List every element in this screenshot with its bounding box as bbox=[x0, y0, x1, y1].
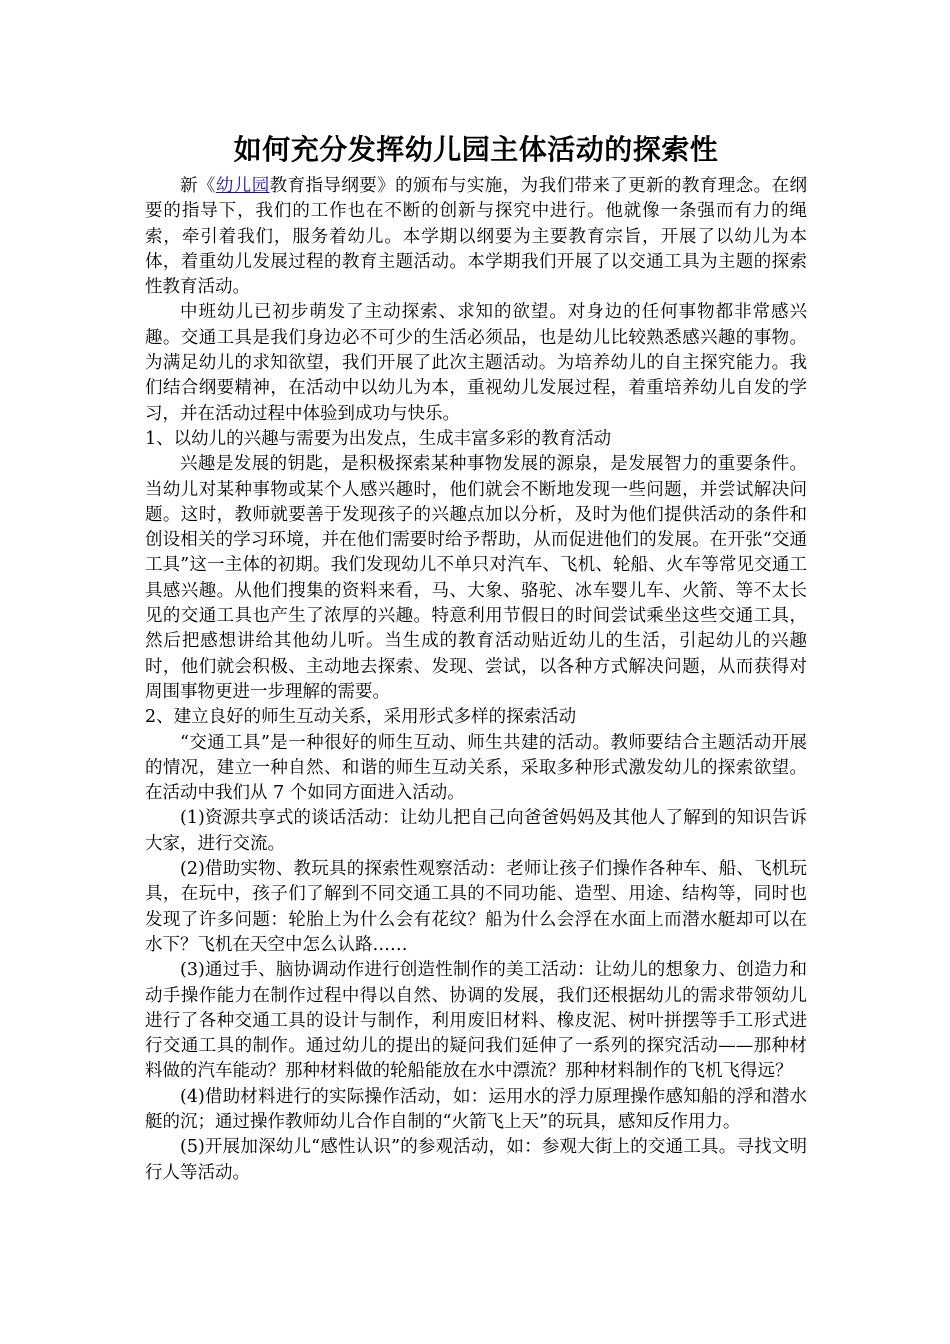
interest-paragraph: 兴趣是发展的钥匙，是积极探索某种事物发展的源泉，是发展智力的重要条件。当幼儿对某种事物或某个人感兴趣时，他们就会不断地发现一些问题，并尝试解决问题。这时，教师就要善于发现孩子的兴趣点加以分析，及时为他们提供活动的条件和创设相关的学习环境，并在他们需要时给予帮助，从而促进他们的发展。在开张“交通工具”这一主体的初期。我们发现幼儿不单只对汽车、飞机、轮船、火车等常见交通工具感兴趣。从他们搜集的资料来看，马、大象、骆驼、冰车婴儿车、火箭、等不太长见的交通工具也产生了浓厚的兴趣。特意利用节假日的时间尝试乘坐这些交通工具，然后把感想讲给其他幼儿听。当生成的教育活动贴近幼儿的生活，引起幼儿的兴趣时，他们就会积极、主动地去探索、发现、尝试，以各种方式解决问题，从而获得对周围事物更进一步理解的需要。 bbox=[145, 454, 807, 702]
intro-text-rest: 教育指导纲要》的颁布与实施，为我们带来了更新的教育理念。在纲要的指导下，我们的工作也在不断的创新与探究中进行。他就像一条强而有力的绳索，牵引着我们，服务着幼儿。本学期以纲要为主要教育宗旨，开展了以幼儿为本体，着重幼儿发展过程的教育主题活动。本学期我们开展了以交通工具为主题的探索性教育活动。 bbox=[145, 176, 808, 298]
list-item-5: (5)开展加深幼儿“感性认识”的参观活动，如：参观大街上的交通工具。寻找文明行人等活动。 bbox=[145, 1137, 807, 1183]
list-item-3: (3)通过手、脑协调动作进行创造性制作的美工活动：让幼儿的想象力、创造力和动手操作能力在制作过程中得以自然、协调的发展，我们还根据幼儿的需求带领幼儿进行了各种交通工具的设计与制作，利用废旧材料、橡皮泥、树叶拼摆等手工形式进行交通工具的制作。通过幼儿的提出的疑问我们延伸了一系列的探究活动——那种材料做的汽车能动？那种材料做的轮船能放在水中漂流？那种材料制作的飞机飞得远？ bbox=[145, 960, 807, 1082]
intro-text-start: 新《 bbox=[180, 176, 216, 196]
intro-paragraph bbox=[145, 174, 807, 300]
list-item-1: (1)资源共享式的谈话活动：让幼儿把自己向爸爸妈妈及其他人了解到的知识告诉大家，进行交流。 bbox=[145, 808, 807, 854]
list-item-2: (2)借助实物、教玩具的探索性观察活动：老师让孩子们操作各种车、船、飞机玩具，在玩中，孩子们了解到不同交通工具的不同功能、造型、用途、结构等，同时也发现了许多问题：轮胎上为什么会有花纹？船为什么会浮在水面上而潜水艇却可以在水下？飞机在天空中怎么认路…… bbox=[145, 859, 807, 955]
document-title: 如何充分发挥幼儿园主体活动的探索性 bbox=[233, 133, 719, 166]
document-page bbox=[145, 128, 807, 1186]
interaction-paragraph: “交通工具”是一种很好的师生互动、师生共建的活动。教师要结合主题活动开展的情况，建立一种自然、和谐的师生互动关系，采取多种形式激发幼儿的探索欲望。在活动中我们从 7 个如同方面进入活动。 bbox=[145, 732, 807, 804]
list-item-4: (4)借助材料进行的实际操作活动，如：运用水的浮力原理操作感知船的浮和潜水艇的沉；通过操作教师幼儿合作自制的“火箭飞上天”的玩具，感知反作用力。 bbox=[145, 1086, 807, 1132]
background-paragraph: 中班幼儿已初步萌发了主动探索、求知的欲望。对身边的任何事物都非常感兴趣。交通工具是我们身边必不可少的生活必须品，也是幼儿比较熟悉感兴趣的事物。为满足幼儿的求知欲望，我们开展了此次主题活动。为培养幼儿的自主探究能力。我们结合纲要精神，在活动中以幼儿为本，重视幼儿发展过程，着重培养幼儿自发的学习，并在活动过程中体验到成功与快乐。 bbox=[145, 302, 807, 424]
section-heading-2: 2、建立良好的师生互动关系，采用形式多样的探索活动 bbox=[145, 707, 577, 728]
section-heading-1: 1、以幼儿的兴趣与需要为出发点，生成丰富多彩的教育活动 bbox=[145, 428, 612, 449]
kindergarten-link[interactable]: 幼儿园 bbox=[215, 176, 270, 196]
